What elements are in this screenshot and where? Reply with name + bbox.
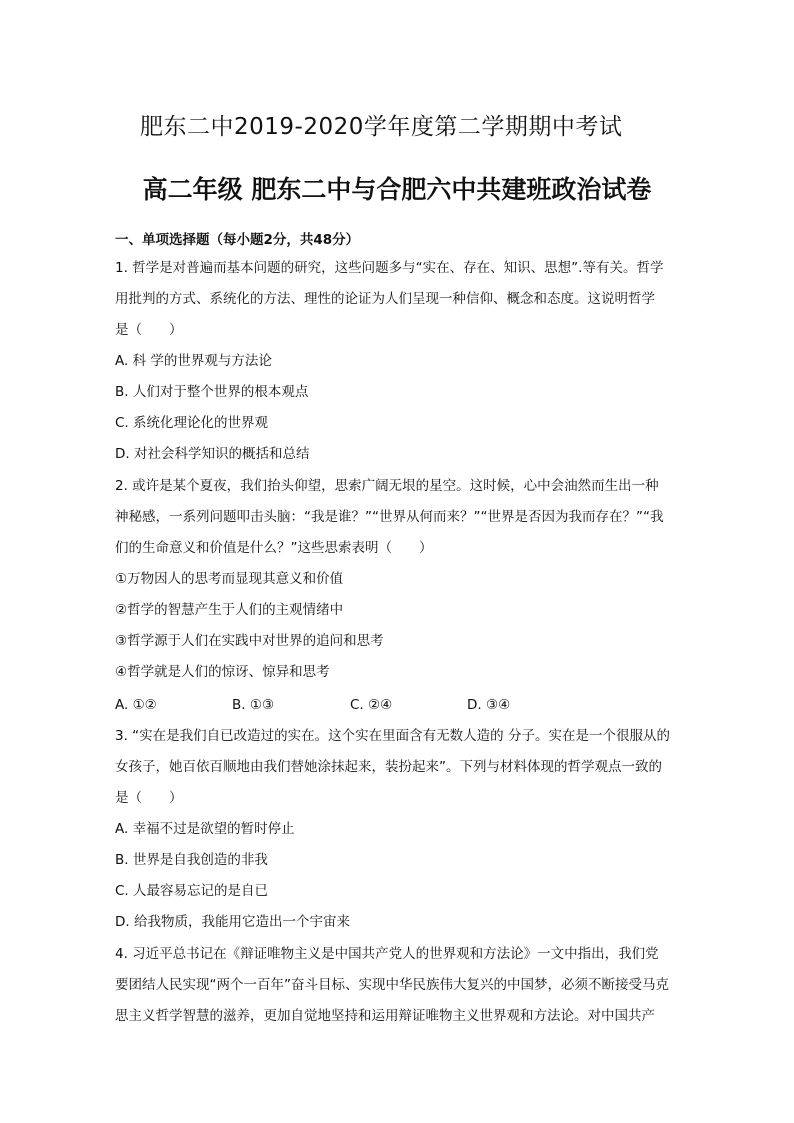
question-1-option-d: D. 对社会科学知识的概括和总结 — [115, 446, 310, 462]
question-1-text: 是（ ） — [115, 322, 183, 338]
exam-title: 肥东二中2019-2020学年度第二学期期中考试 — [140, 114, 623, 140]
question-2-option-d: D. ③④ — [467, 697, 511, 713]
question-1-text: 1. 哲学是对普遍而基本问题的研究，这些问题多与“实在、存在、知识、思想”.等有关。哲学 — [115, 260, 664, 276]
question-1-option-b: B. 人们对于整个世界的根本观点 — [115, 384, 309, 400]
exam-subtitle: 高二年级 肥东二中与合肥六中共建班政治试卷 — [142, 175, 652, 204]
question-4-text: 4. 习近平总书记在《辩证唯物主义是中国共产党人的世界观和方法论》一文中指出，我们党 — [115, 946, 659, 962]
question-1-text: 用批判的方式、系统化的方法、理性的论证为人们呈现一种信仰、概念和态度。这说明哲学 — [115, 291, 655, 307]
watermark — [610, 772, 632, 801]
section-heading: 一、单项选择题（每小题2分，共48分） — [115, 232, 360, 248]
question-4-text: 思主义哲学智慧的滋养，更加自觉地坚持和运用辩证唯物主义世界观和方法论。对中国共产 — [115, 1008, 655, 1024]
question-2-text: 们的生命意义和价值是什么？”这些思索表明（ ） — [115, 540, 433, 556]
question-2-text: 2. 或许是某个夏夜，我们抬头仰望，思索广阔无垠的星空。这时候，心中会油然而生出一种 — [115, 478, 659, 494]
question-2-text: 神秘感，一系列问题叩击头脑：“我是谁？”“世界从何而来？”“世界是否因为我而存在？”“我 — [115, 509, 664, 525]
question-2-option-c: C. ②④ — [350, 697, 393, 713]
question-2-option-a: A. ①② — [115, 697, 157, 713]
question-3-text: 女孩子，她百依百顺地由我们替她涂抹起来，装扮起来”。下列与材料体现的哲学观点一致的 — [115, 759, 662, 775]
question-3-option-d: D. 给我物质，我能用它造出一个宇宙来 — [115, 914, 350, 930]
question-2-statement: ①万物因人的思考而显现其意义和价值 — [115, 571, 344, 587]
question-2-statement: ③哲学源于人们在实践中对世界的追问和思考 — [115, 633, 384, 649]
question-2-statement: ④哲学就是人们的惊讶、惊异和思考 — [115, 664, 330, 680]
question-4-text: 要团结人民实现“两个一百年”奋斗目标、实现中华民族伟大复兴的中国梦，必须不断接受马克 — [115, 977, 669, 993]
question-1-option-a: A. 科 学的世界观与方法论 — [115, 353, 272, 369]
question-3-text: 是（ ） — [115, 790, 183, 806]
question-2-statement: ②哲学的智慧产生于人们的主观情绪中 — [115, 602, 344, 618]
question-3-option-a: A. 幸福不过是欲望的暂时停止 — [115, 821, 295, 837]
question-2-option-b: B. ①③ — [232, 697, 275, 713]
question-3-option-c: C. 人最容易忘记的是自已 — [115, 883, 269, 899]
question-3-text: 3. “实在是我们自已改造过的实在。这个实在里面含有无数人造的 分子。实在是一个很服从的 — [115, 728, 670, 744]
question-3-option-b: B. 世界是自我创造的非我 — [115, 852, 268, 868]
question-1-option-c: C. 系统化理论化的世界观 — [115, 415, 269, 431]
